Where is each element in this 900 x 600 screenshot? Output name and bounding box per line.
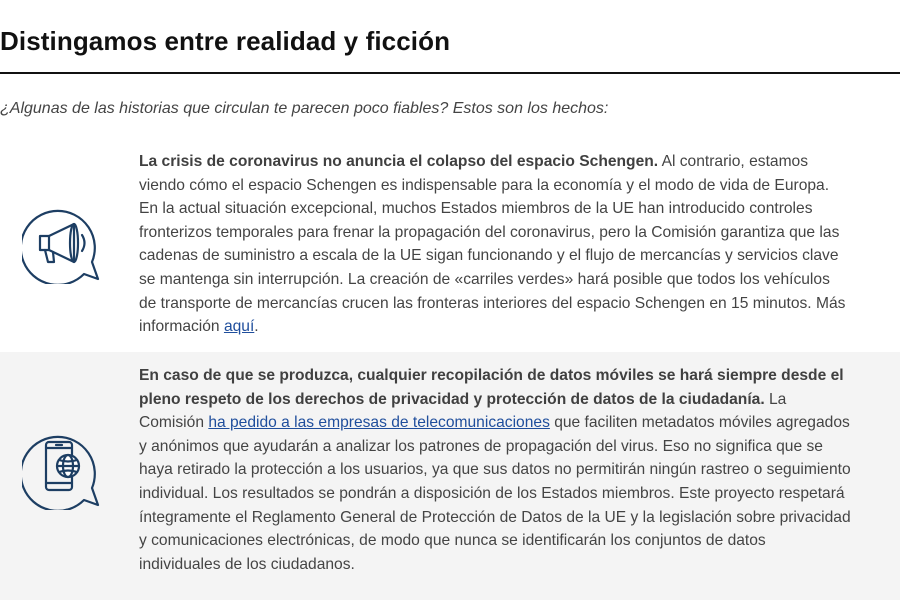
more-info-link[interactable]: aquí	[223, 318, 255, 336]
fact-headline: La crisis de coronavirus no anuncia el colapso del espacio Schengen.	[139, 153, 659, 170]
megaphone-icon	[22, 202, 100, 284]
title-divider	[0, 72, 900, 74]
mobile-globe-icon	[22, 428, 100, 510]
fact-item-schengen	[0, 140, 900, 352]
fact-headline: En caso de que se produzca, cualquier recopilación de datos móviles se hará siempre desde el pleno respeto de los derechos de privacidad y protección de datos de la ciudadanía.	[139, 367, 844, 408]
fact-text-mobile-data	[139, 364, 851, 576]
fact-item-mobile-data	[0, 352, 900, 600]
fact-body-start: La Comisión	[139, 390, 787, 432]
fact-text-schengen	[139, 150, 851, 339]
fact-body: que faciliten metadatos móviles agregados y anónimos que ayudarán a analizar los patrones de propagación del virus. Eso no significa que se haya retirado la protección a los usuarios, ya que sus datos no permitirán ningún rastreo o seguimiento individual. Los resultados se pondrán a disposición de los Estados miembros. Este proyecto respetará íntegramente el Reglamento General de Protección de Datos de la UE y la legislación sobre privacidad y comunicaciones electrónicas, de modo que nunca se identificarán los conjuntos de datos individuales de los ciudadanos.	[139, 414, 851, 573]
telecom-request-link[interactable]: ha pedido a las empresas de telecomunicaciones	[208, 414, 550, 432]
fact-body: Al contrario, estamos viendo cómo el espacio Schengen es indispensable para la economía y el modo de vida de Europa. En la actual situación excepcional, muchos Estados miembros de la UE han introducido controles fronterizos temporales para frenar la propagación del coronavirus, pero la Comisión garantiza que las cadenas de suministro a escala de la UE sigan funcionando y el flujo de mercancías y servicios clave se mantenga sin interrupción. La creación de «carriles verdes» hará posible que todos los vehículos de transporte de mercancías crucen las fronteras interiores del espacio Schengen en 15 minutos. Más información	[139, 153, 846, 336]
fact-body-end: .	[254, 318, 259, 336]
page-title: Distingamos entre realidad y ficción	[0, 26, 451, 56]
intro-text: ¿Algunas de las historias que circulan te parecen poco fiables? Estos son los hechos:	[0, 100, 609, 117]
